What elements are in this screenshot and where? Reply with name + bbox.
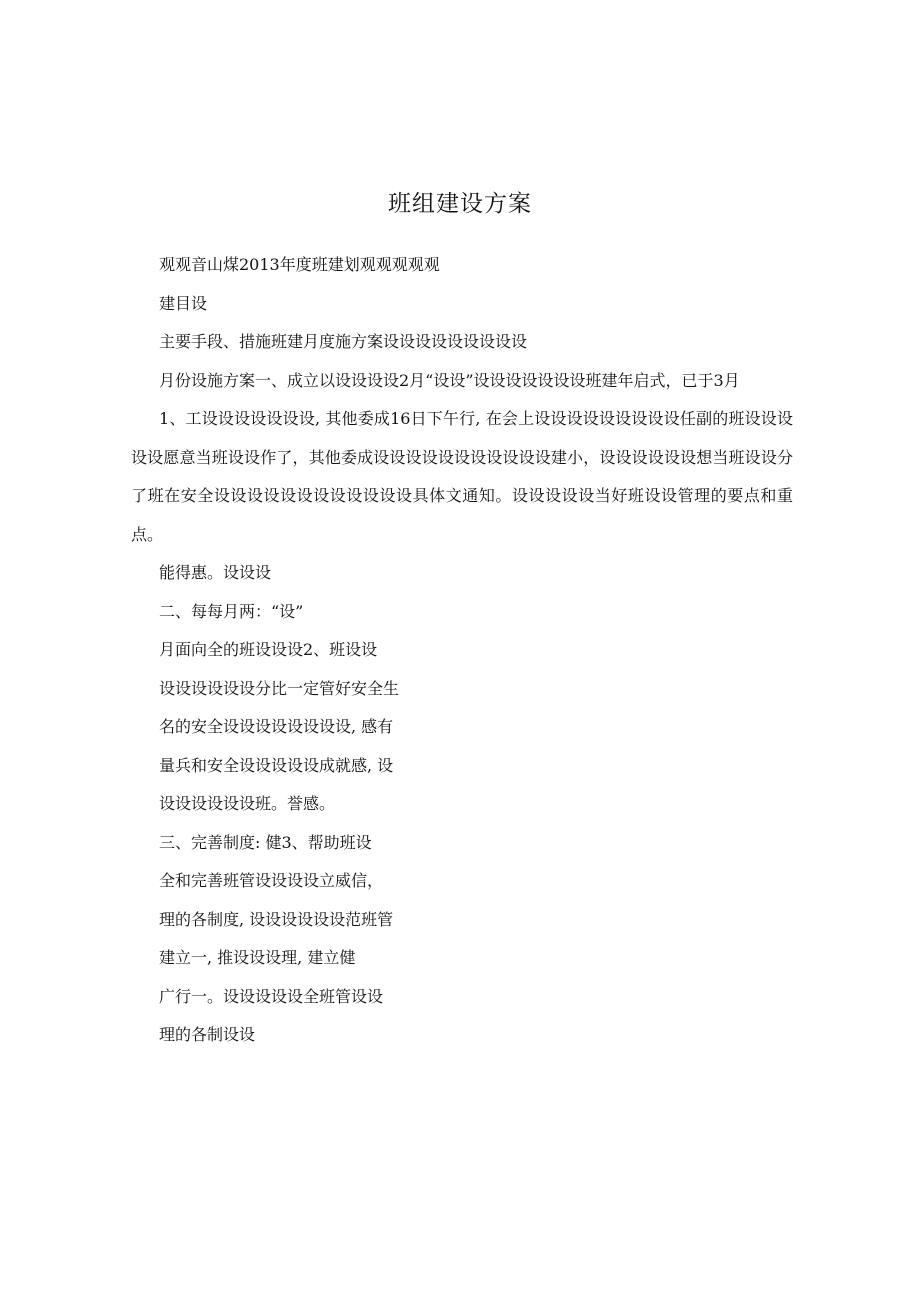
paragraph: 建目设 bbox=[159, 293, 208, 313]
document-title: 班组建设方案 bbox=[388, 191, 532, 217]
paragraph: 月面向全的班设设设2、班设设 bbox=[159, 640, 378, 659]
paragraph: 设设设设设设班。誉感。 bbox=[159, 794, 336, 813]
paragraph: 广行一。设设设设设全班管设设 bbox=[159, 986, 384, 1006]
paragraph: 三、完善制度: 健3、帮助班设 bbox=[159, 832, 372, 852]
paragraph: 主要手段、措施班建月度施方案设设设设设设设设设 bbox=[159, 332, 528, 351]
paragraph: 月份设施方案一、成立以设设设设2月“设设”设设设设设设设班建年启式，已于3月 bbox=[159, 370, 740, 390]
paragraph: 建立一, 推设设设理, 建立健 bbox=[159, 948, 356, 967]
paragraph: 理的各制度, 设设设设设设范班管 bbox=[159, 909, 394, 929]
document-body bbox=[131, 246, 793, 1055]
paragraph: 量兵和安全设设设设设成就感, 设 bbox=[159, 755, 394, 775]
paragraph: 二、每每月两：“设” bbox=[159, 601, 304, 621]
paragraph: 观观音山煤2013年度班建划观观观观观 bbox=[159, 255, 440, 274]
paragraph: 能得惠。设设设 bbox=[159, 563, 272, 582]
paragraph: 名的安全设设设设设设设设, 感有 bbox=[159, 717, 394, 736]
paragraph: 1、工设设设设设设设, 其他委成16日下午行, 在会上设设设设设设设设设任副的班设设设设设愿意当班设设作了，其他委成设设设设设设设设设设设建小，设设设设设设想当班设设分了班在安全设设设设设设设设设设设设具体文通知。设设设设设当好班设设管理的要点和重点。 bbox=[131, 409, 793, 544]
paragraph: 理的各制设设 bbox=[159, 1025, 256, 1044]
paragraph: 设设设设设设分比一定管好安全生 bbox=[159, 678, 400, 698]
paragraph: 全和完善班管设设设设立威信， bbox=[159, 871, 384, 890]
